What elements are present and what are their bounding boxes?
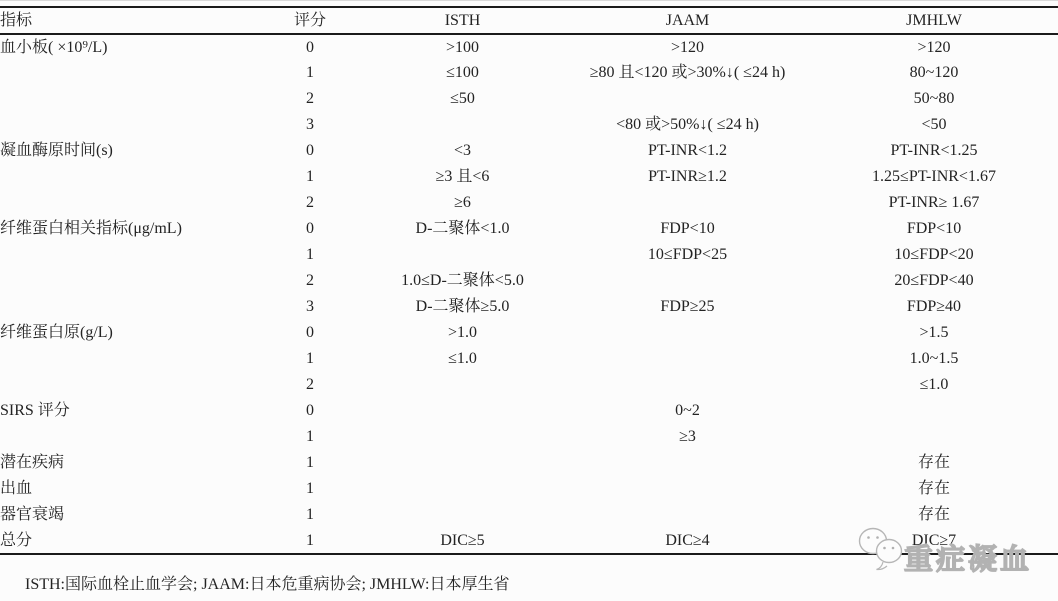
table-row [0,450,1058,476]
cell-indicator [0,424,260,450]
table-row [0,60,1058,86]
cell-isth [360,424,565,450]
header-score: 评分 [293,11,326,29]
cell-jaam [565,450,810,476]
cell-jmhlw: 1.0~1.5 [909,350,959,367]
cell-jaam: FDP<10 [660,220,715,237]
cell-jaam: 0~2 [675,402,700,419]
cell-indicator: 血小板( ×10⁹/L) [0,38,108,56]
cell-indicator: 凝血酶原时间(s) [0,142,113,159]
cell-jmhlw: FDP≥40 [906,298,962,315]
cell-isth: ≤50 [450,90,475,107]
cell-jaam: <80 或>50%↓( ≤24 h) [616,116,759,133]
cell-isth [360,398,565,424]
table-body [0,34,1058,554]
cell-jmhlw: 1.25≤PT-INR<1.67 [872,168,996,185]
cell-jmhlw: FDP<10 [906,220,962,237]
cell-indicator [0,242,260,268]
cell-indicator [0,294,260,320]
cell-jmhlw: PT-INR≥ 1.67 [888,194,980,211]
cell-score: 1 [306,64,314,81]
cell-jmhlw: 存在 [917,506,950,523]
cell-isth [360,372,565,398]
table-row [0,268,1058,294]
cell-isth [360,450,565,476]
cell-isth: D-二聚体≥5.0 [415,298,510,315]
table-row [0,138,1058,164]
cell-isth [360,242,565,268]
cell-score: 1 [306,531,314,549]
cell-jaam: >120 [670,38,705,56]
cell-jaam [565,86,810,112]
table-row [0,424,1058,450]
table-row [0,294,1058,320]
cell-score: 1 [306,350,314,367]
cell-jmhlw: ≤1.0 [919,376,949,393]
cell-jaam: ≥80 且<120 或>30%↓( ≤24 h) [589,64,786,81]
cell-isth [360,112,565,138]
watermark-text: 重症凝血 [904,544,1033,576]
cell-isth: D-二聚体<1.0 [415,220,510,237]
cell-score: 0 [306,324,314,341]
cell-score: 2 [306,194,314,211]
cell-jmhlw: 80~120 [909,64,959,81]
footnote: ISTH:国际血栓止血学会; JAAM:日本危重病协会; JMHLW:日本厚生省 [25,576,510,593]
cell-jaam: ≥3 [679,428,696,445]
cell-jaam [565,320,810,346]
table-row [0,190,1058,216]
cell-jaam: FDP≥25 [660,298,715,315]
table-row [0,34,1058,60]
cell-jmhlw: 存在 [917,454,950,471]
cell-isth: >1.0 [447,324,478,341]
cell-isth: DIC≥5 [440,531,485,549]
cell-indicator: 潜在疾病 [0,454,65,471]
table-row [0,476,1058,502]
cell-jmhlw: DIC≥7 [911,531,957,549]
cell-score: 3 [306,116,314,133]
cell-score: 1 [306,480,314,497]
cell-isth: >100 [445,38,480,56]
cell-score: 2 [306,376,314,393]
cell-indicator [0,190,260,216]
cell-isth [360,502,565,528]
table-header [0,7,1058,34]
cell-jaam: PT-INR≥1.2 [648,168,727,185]
cell-indicator [0,60,260,86]
cell-jmhlw: >1.5 [919,324,949,341]
cell-indicator [0,86,260,112]
cell-score: 1 [306,428,314,445]
cell-isth: ≥6 [454,194,471,211]
dic-score-table [0,6,1058,555]
cell-jaam [565,476,810,502]
cell-score: 1 [306,454,314,471]
cell-jmhlw: 存在 [917,480,950,497]
cell-jaam [565,190,810,216]
cell-indicator [0,112,260,138]
cell-indicator [0,164,260,190]
cell-indicator: 总分 [0,531,33,549]
table-row [0,86,1058,112]
header-jaam: JAAM [665,11,710,29]
cell-jmhlw: <50 [921,116,947,133]
cell-isth: ≥3 且<6 [435,168,490,185]
cell-jmhlw [810,398,1058,424]
cell-isth: 1.0≤D-二聚体<5.0 [401,272,524,289]
cell-isth: ≤1.0 [448,350,477,367]
table-row [0,242,1058,268]
cell-indicator: 纤维蛋白相关指标(μg/mL) [0,220,182,237]
cell-score: 0 [306,220,314,237]
cell-jaam: 10≤FDP<25 [647,246,728,263]
table-row [0,164,1058,190]
cell-jmhlw: 20≤FDP<40 [894,272,974,289]
cell-indicator: 出血 [0,480,33,497]
cell-jmhlw: 10≤FDP<20 [894,246,974,263]
cell-isth: <3 [453,142,472,159]
cell-jaam [565,268,810,294]
cell-jmhlw: PT-INR<1.25 [890,142,978,159]
watermark [856,522,1032,579]
cell-indicator: SIRS 评分 [0,402,70,419]
header-jmhlw: JMHLW [906,11,962,29]
cell-score: 3 [306,298,314,315]
cell-jmhlw: 50~80 [913,90,955,107]
table-row [0,346,1058,372]
cell-indicator [0,268,260,294]
cell-indicator: 纤维蛋白原(g/L) [0,324,113,341]
cell-score: 2 [306,272,314,289]
cell-score: 0 [306,142,314,159]
cell-score: 1 [306,506,314,523]
cell-jaam [565,502,810,528]
scan-edge-line [0,0,1058,1]
cell-jaam: PT-INR<1.2 [647,142,728,159]
cell-indicator: 器官衰竭 [0,506,65,523]
table-row [0,216,1058,242]
header-row [0,7,1058,34]
cell-score: 0 [306,402,314,419]
table-row [0,320,1058,346]
chat-bubbles-face-icon [856,522,910,579]
cell-score: 2 [306,90,314,107]
header-isth: ISTH [444,11,481,29]
cell-jaam [565,346,810,372]
table-row [0,112,1058,138]
cell-jaam: DIC≥4 [665,531,710,549]
cell-indicator [0,346,260,372]
cell-jaam [565,372,810,398]
header-indicator: 指标 [0,11,33,29]
cell-isth [360,476,565,502]
cell-isth: ≤100 [446,64,479,81]
cell-score: 0 [306,38,314,56]
cell-indicator [0,372,260,398]
cell-score: 1 [306,168,314,185]
table-row [0,398,1058,424]
cell-jmhlw [810,424,1058,450]
cell-score: 1 [306,246,314,263]
table-row [0,372,1058,398]
cell-jmhlw: >120 [917,38,951,56]
